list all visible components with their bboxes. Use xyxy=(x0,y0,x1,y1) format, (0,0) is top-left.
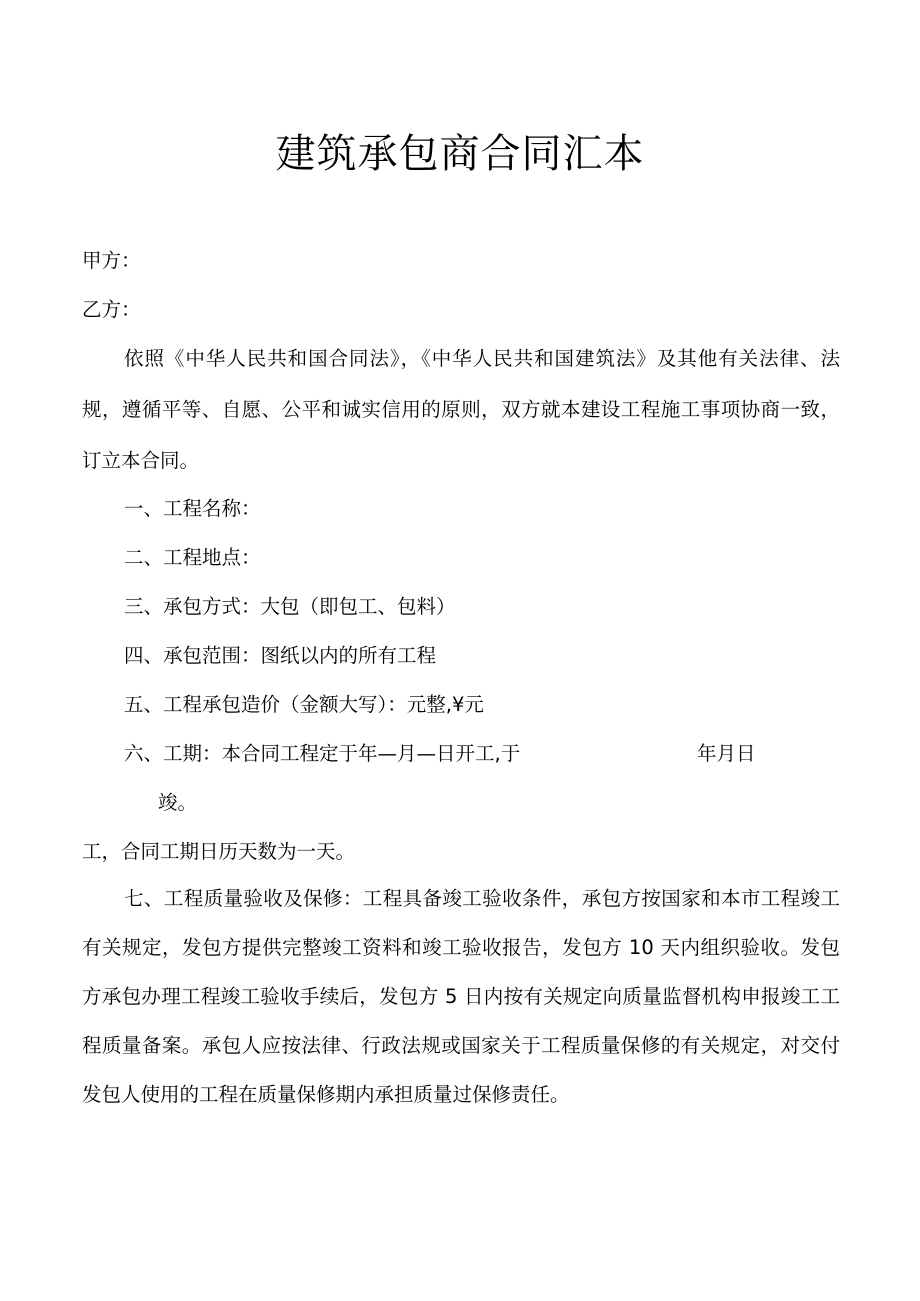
quality-line-5: 发包人使用的工程在质量保修期内承担质量过保修责任。 xyxy=(82,1083,570,1106)
clause-duration-part-1: 六、工期：本合同工程定于年—月—日开工,于 xyxy=(124,742,521,765)
quality-line-3: 方承包办理工程竣工验收手续后，发包方 5 日内按有关规定向质量监督机构申报竣工工 xyxy=(82,985,840,1008)
preamble-line-2: 规，遵循平等、自愿、公平和诚实信用的原则，双方就本建设工程施工事项协商一致， xyxy=(82,398,840,421)
preamble-line-1: 依照《中华人民共和国合同法》，《中华人民共和国建筑法》及其他有关法律、法 xyxy=(124,347,840,370)
clause-contract-method: 三、承包方式：大包（即包工、包料） xyxy=(124,595,456,618)
clause-duration-part-3: 工，合同工期日历天数为一天。 xyxy=(82,840,356,863)
document-title: 建筑承包商合同汇本 xyxy=(275,131,645,177)
preamble-line-3: 订立本合同。 xyxy=(82,449,200,472)
party-a-label: 甲方： xyxy=(82,249,141,272)
clause-project-name: 一、工程名称： xyxy=(124,497,261,520)
clause-project-location: 二、工程地点： xyxy=(124,546,261,569)
clause-contract-scope: 四、承包范围：图纸以内的所有工程 xyxy=(124,644,437,667)
quality-line-1: 七、工程质量验收及保修：工程具备竣工验收条件，承包方按国家和本市工程竣工 xyxy=(124,887,840,910)
quality-line-4: 程质量备案。承包人应按法律、行政法规或国家关于工程质量保修的有关规定，对交付 xyxy=(82,1034,840,1057)
clause-duration-part-2: 竣。 xyxy=(158,791,198,814)
clause-contract-price: 五、工程承包造价（金额大写）：元整,¥元 xyxy=(124,693,484,716)
quality-line-2: 有关规定，发包方提供完整竣工资料和竣工验收报告，发包方 10 天内组织验收。发包 xyxy=(82,936,840,959)
clause-duration-date: 年月日 xyxy=(697,742,756,765)
party-b-label: 乙方： xyxy=(82,298,141,321)
